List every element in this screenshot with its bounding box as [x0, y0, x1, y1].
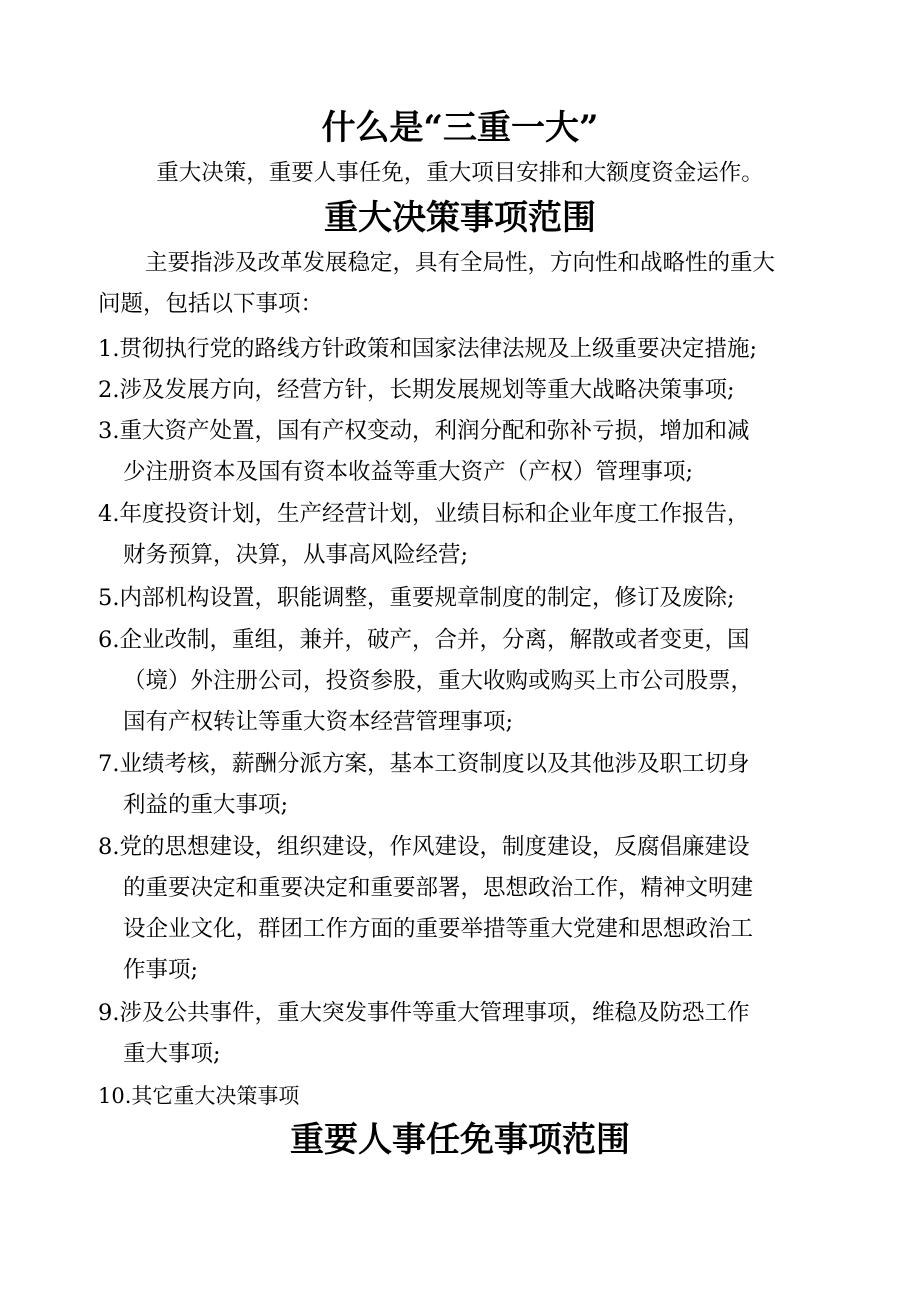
- item-number: 10.: [98, 1084, 132, 1108]
- section-heading-personnel-appointments: 重要人事任免事项范围: [290, 1120, 630, 1160]
- item-text: 重大资产处置，国有产权变动，利润分配和弥补亏损，增加和减: [119, 418, 750, 444]
- list-item: [98, 748, 749, 780]
- intro-line-2: 问题，包括以下事项：: [98, 291, 324, 317]
- item-continuation: 国有产权转让等重大资本经营管理事项;: [123, 709, 514, 735]
- item-number: 9.: [98, 1000, 120, 1026]
- item-number: 4.: [98, 501, 120, 527]
- list-item: [98, 415, 749, 447]
- item-number: 8.: [98, 834, 120, 860]
- item-text: 内部机构设置，职能调整，重要规章制度的制定，修订及废除;: [119, 585, 735, 611]
- item-text: 其它重大决策事项: [131, 1084, 300, 1108]
- list-item: [98, 1080, 299, 1112]
- item-text: 企业改制，重组，兼并，破产，合并，分离，解散或者变更，国: [119, 627, 750, 653]
- item-continuation: 的重要决定和重要决定和重要部署，思想政治工作，精神文明建: [123, 875, 754, 901]
- item-continuation: 作事项;: [123, 957, 199, 983]
- item-text: 年度投资计划，生产经营计划，业绩目标和企业年度工作报告，: [119, 501, 750, 527]
- item-number: 2.: [98, 377, 120, 403]
- item-number: 5.: [98, 585, 120, 611]
- item-continuation: 利益的重大事项;: [123, 792, 289, 818]
- item-text: 业绩考核，薪酬分派方案，基本工资制度以及其他涉及职工切身: [119, 751, 750, 777]
- item-continuation: （境）外注册公司，投资参股，重大收购或购买上市公司股票，: [123, 668, 754, 694]
- item-text: 涉及公共事件，重大突发事件等重大管理事项，维稳及防恐工作: [119, 1000, 750, 1026]
- list-item: [98, 582, 735, 614]
- item-text: 涉及发展方向，经营方针，长期发展规划等重大战略决策事项;: [119, 377, 735, 403]
- section-heading-major-decisions: 重大决策事项范围: [324, 198, 596, 238]
- item-number: 6.: [98, 627, 120, 653]
- list-item: [98, 374, 735, 406]
- item-continuation: 少注册资本及国有资本收益等重大资产（产权）管理事项;: [123, 459, 694, 485]
- intro-line-1: 主要指涉及改革发展稳定，具有全局性，方向性和战略性的重大: [145, 250, 776, 276]
- item-number: 7.: [98, 751, 120, 777]
- page-title: 什么是“三重一大”: [321, 108, 599, 148]
- item-text: 党的思想建设，组织建设，作风建设，制度建设，反腐倡廉建设: [119, 834, 750, 860]
- item-continuation: 重大事项;: [123, 1041, 221, 1067]
- item-number: 1.: [98, 336, 120, 362]
- list-item: [98, 333, 757, 365]
- list-item: [98, 997, 749, 1029]
- list-item: [98, 498, 749, 530]
- list-item: [98, 624, 749, 656]
- item-continuation: 财务预算，决算，从事高风险经营;: [123, 542, 469, 568]
- definition-text: 重大决策，重要人事任免，重大项目安排和大额度资金运作。: [156, 160, 764, 186]
- list-item: [98, 831, 749, 863]
- item-text: 贯彻执行党的路线方针政策和国家法律法规及上级重要决定措施;: [119, 336, 758, 362]
- item-number: 3.: [98, 418, 120, 444]
- item-continuation: 设企业文化，群团工作方面的重要举措等重大党建和思想政治工: [123, 916, 754, 942]
